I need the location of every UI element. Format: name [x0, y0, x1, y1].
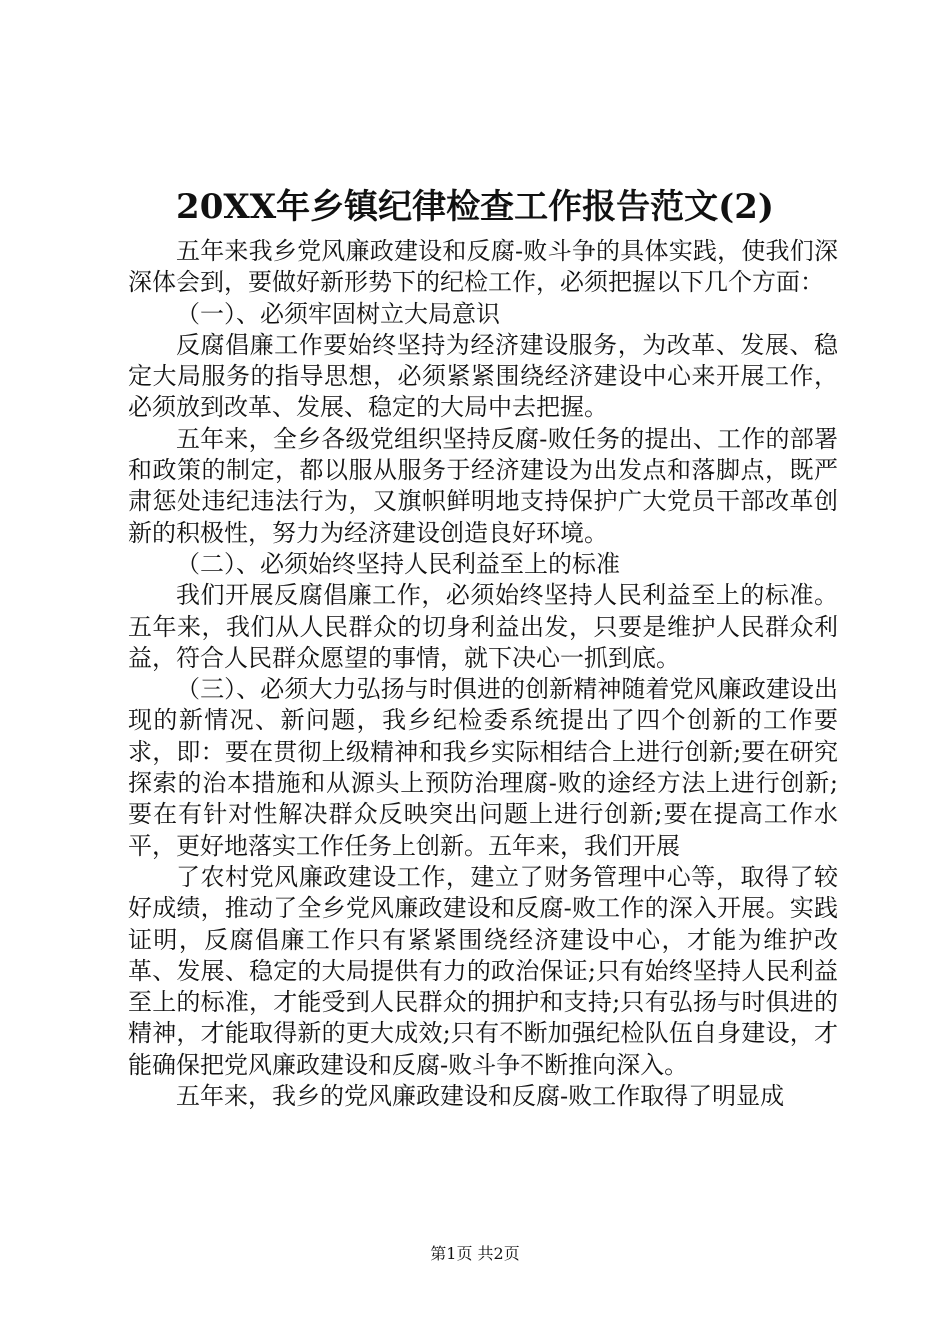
paragraph-section-3: （三）、必须大力弘扬与时俱进的创新精神随着党风廉政建设出现的新情况、新问题，我乡纪检委系统提出了四个创新的工作要求，即：要在贯彻上级精神和我乡实际相结合上进行创新;要在研究探索的治本措施和从源头上预防治理腐-败的途经方法上进行创新;要在有针对性解决群众反映突出问题上进行创新;要在提高工作水平，更好地落实工作任务上创新。五年来，我们开展 — [128, 675, 838, 860]
paragraph-intro: 五年来我乡党风廉政建设和反腐-败斗争的具体实践，使我们深深体会到，要做好新形势下的纪检工作，必须把握以下几个方面： — [128, 237, 838, 297]
page-footer: 第1页 共2页 — [430, 1244, 520, 1263]
paragraph-results: 五年来，我乡的党风廉政建设和反腐-败工作取得了明显成 — [176, 1082, 785, 1111]
paragraph-section-2: 我们开展反腐倡廉工作，必须始终坚持人民利益至上的标准。五年来，我们从人民群众的切身利益出发，只要是维护人民群众利益，符合人民群众愿望的事情，就下决心一抓到底。 — [128, 581, 838, 672]
paragraph-section-1a: 反腐倡廉工作要始终坚持为经济建设服务，为改革、发展、稳定大局服务的指导思想，必须紧紧围绕经济建设中心来开展工作，必须放到改革、发展、稳定的大局中去把握。 — [128, 330, 838, 422]
paragraph-practice: 了农村党风廉政建设工作，建立了财务管理中心等，取得了较好成绩，推动了全乡党风廉政建设和反腐-败工作的深入开展。实践证明，反腐倡廉工作只有紧紧围绕经济建设中心，才能为维护改革、发展、稳定的大局提供有力的政治保证;只有始终坚持人民利益至上的标准，才能受到人民群众的拥护和支持;只有弘扬与时俱进的精神，才能取得新的更大成效;只有不断加强纪检队伍自身建设，才能确保把党风廉政建设和反腐-败斗争不断推向深入。 — [128, 862, 838, 1079]
paragraph-section-1b: 五年来，全乡各级党组织坚持反腐-败任务的提出、工作的部署和政策的制定，都以服从服务于经济建设为出发点和落脚点，既严肃惩处违纪违法行为，又旗帜鲜明地支持保护广大党员干部改革创新的积极性，努力为经济建设创造良好环境。 — [128, 424, 838, 547]
document-body — [128, 236, 838, 1112]
document-title: 20XX年乡镇纪律检查工作报告范文(2) — [176, 187, 774, 227]
section-heading-1: （一）、必须牢固树立大局意识 — [176, 299, 500, 328]
section-heading-2: （二）、必须始终坚持人民利益至上的标准 — [176, 549, 620, 578]
